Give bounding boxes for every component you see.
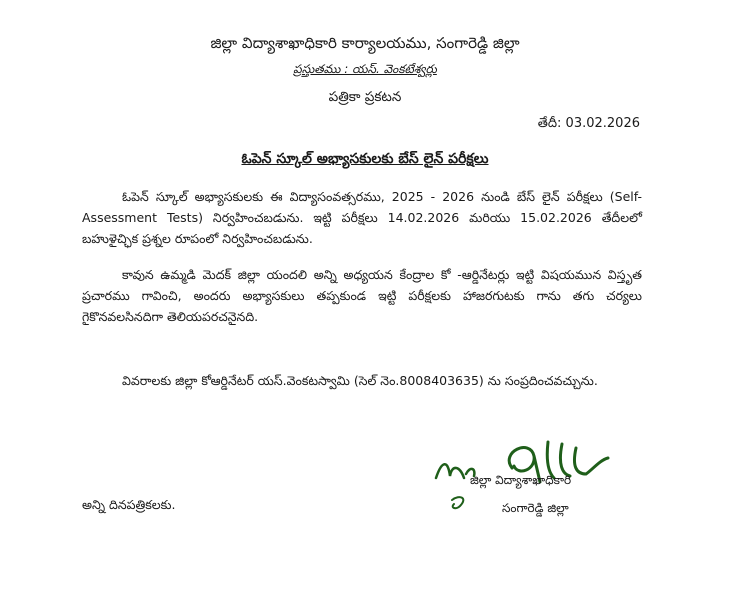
office-heading: జిల్లా విద్యాశాఖాధికారి కార్యాలయము, సంగారెడ్డి జిల్లా xyxy=(210,34,520,52)
subject-line xyxy=(0,151,730,170)
press-note-label: పత్రికా ప్రకటన xyxy=(328,89,402,105)
document-date: తేదీ: 03.02.2026 xyxy=(537,116,640,131)
signatory-title: జిల్లా విద్యాశాఖాధికారి xyxy=(470,473,572,487)
subject-text: ఓపెన్ స్కూల్ అభ్యాసకులకు బేస్ లైన్ పరీక్షలు xyxy=(241,151,489,167)
body-paragraph-1: ఓపెన్ స్కూల్ అభ్యాసకులకు ఈ విద్యాసంవత్సరము, 2025 - 2026 నుండి బేస్ లైన్ పరీక్షలు (Self- Assessment Tests) నిర్వహించబడును. ఇట్టి పరీక్షలు 14.02.2026 మరియు 15.02.2026 తేదీలలో బహుళైచ్ఛిక ప్రశ్నల రూపంలో నిర్వహించబడును. xyxy=(82,189,642,246)
present-officer-text: ప్రస్తుతము : యస్. వెంకటేశ్వర్లు xyxy=(293,62,437,76)
body-paragraph-3: వివరాలకు జిల్లా కోఆర్డినేటర్ యస్.వెంకటస్వామి (సెల్ నెం.8008403635) ను సంప్రదించవచ్చును. xyxy=(122,373,598,388)
body-paragraph-2: కావున ఉమ్మడి మెదక్ జిల్లా యందలి అన్ని అధ్యయన కేంద్రాల కో -ఆర్డినేటర్లు ఇట్టి విషయమున విస్తృత ప్రచారము గావించి, అందరు అభ్యాసకులు తప్పకుండ ఇట్టి పరీక్షలకు హాజరగుటకు గాను తగు చర్యలు గైకొనవలసినదిగా తెలియపరచనైనది. xyxy=(82,267,642,324)
signatory-place: సంగారెడ్డి జిల్లా xyxy=(502,501,569,515)
present-officer-line xyxy=(0,62,730,79)
copy-to-line: అన్ని దినపత్రికలకు. xyxy=(82,497,176,512)
